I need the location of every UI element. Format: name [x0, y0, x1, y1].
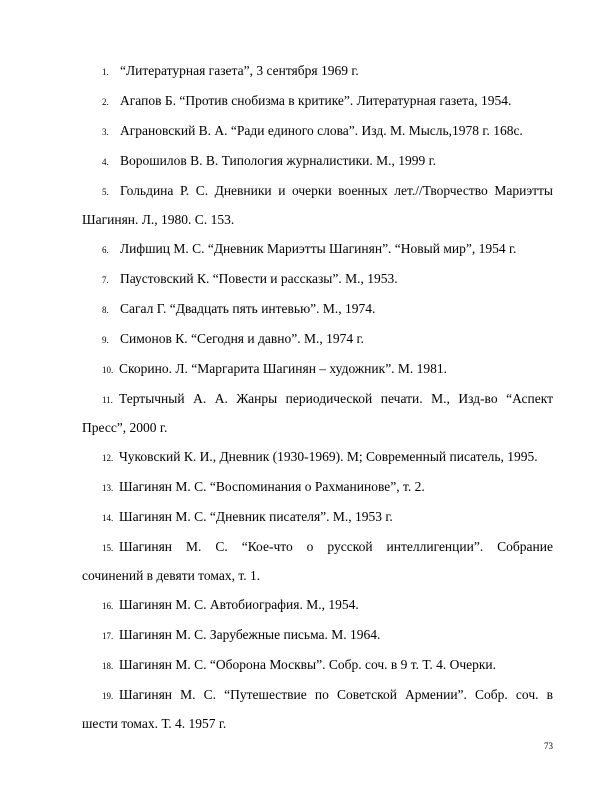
reference-text: Шагинян М. С. “Воспоминания о Рахманинове”, т. 2. — [119, 479, 425, 494]
reference-item — [82, 473, 553, 502]
reference-text-continued: Шагинян. Л., 1980. С. 153. — [82, 212, 235, 227]
reference-item — [82, 235, 553, 264]
reference-item — [82, 385, 553, 442]
reference-text: “Литературная газета”, 3 сентября 1969 г. — [120, 63, 359, 78]
reference-text: Скорино. Л. “Маргарита Шагинян – художник”. М. 1981. — [119, 361, 448, 376]
reference-text-continued: Пресс”, 2000 г. — [82, 420, 168, 435]
reference-number: 3. — [102, 127, 109, 137]
reference-number: 12. — [102, 453, 114, 463]
reference-item — [82, 533, 553, 590]
reference-text-continued: шести томах. Т. 4. 1957 г. — [82, 716, 227, 731]
reference-item — [82, 87, 553, 116]
reference-text: Шагинян М. С. Зарубежные письма. М. 1964. — [119, 627, 381, 642]
reference-number: 19. — [102, 691, 114, 701]
reference-item — [82, 265, 553, 294]
reference-text: Ворошилов В. В. Типология журналистики. М., 1999 г. — [120, 153, 437, 168]
reference-item — [82, 177, 553, 234]
reference-item — [82, 621, 553, 650]
page-number: 73 — [544, 741, 553, 751]
reference-text: Тертычный А. А. Жанры периодической печати. М., Изд-во “Аспект — [119, 391, 553, 406]
reference-number: 14. — [102, 513, 114, 523]
reference-number: 16. — [102, 601, 114, 611]
reference-item — [82, 443, 553, 472]
reference-text-continued: сочинений в девяти томах, т. 1. — [82, 568, 261, 583]
reference-text: Шагинян М. С. “Дневник писателя”. М., 1953 г. — [119, 509, 393, 524]
reference-item — [82, 117, 553, 146]
reference-number: 6. — [102, 245, 109, 255]
reference-text: Шагинян М. С. “Путешествие по Советской Армении”. Собр. соч. в — [119, 687, 553, 702]
reference-text: Симонов К. “Сегодня и давно”. М., 1974 г. — [120, 331, 364, 346]
reference-text: Паустовский К. “Повести и рассказы”. М., 1953. — [120, 271, 398, 286]
reference-number: 2. — [102, 97, 109, 107]
reference-number: 11. — [102, 395, 113, 405]
reference-number: 17. — [102, 631, 114, 641]
reference-item — [82, 147, 553, 176]
reference-item — [82, 355, 553, 384]
reference-number: 9. — [102, 335, 109, 345]
reference-item — [82, 651, 553, 680]
reference-item — [82, 681, 553, 738]
reference-item — [82, 503, 553, 532]
reference-item — [82, 325, 553, 354]
reference-text: Чуковский К. И., Дневник (1930-1969). М; Современный писатель, 1995. — [119, 449, 538, 464]
reference-text: Аграновский В. А. “Ради единого слова”. Изд. М. Мысль,1978 г. 168с. — [120, 123, 523, 138]
reference-number: 15. — [102, 543, 114, 553]
reference-number: 8. — [102, 305, 109, 315]
reference-text: Шагинян М. С. Автобиография. М., 1954. — [119, 597, 359, 612]
reference-text: Гольдина Р. С. Дневники и очерки военных лет.//Творчество Мариэтты — [120, 183, 553, 198]
reference-number: 1. — [102, 67, 109, 77]
reference-text: Шагинян М. С. “Оборона Москвы”. Собр. соч. в 9 т. Т. 4. Очерки. — [119, 657, 497, 672]
reference-text: Лифшиц М. С. “Дневник Мариэтты Шагинян”. “Новый мир”, 1954 г. — [120, 241, 517, 256]
reference-number: 5. — [102, 187, 109, 197]
reference-text: Агапов Б. “Против снобизма в критике”. Литературная газета, 1954. — [120, 93, 512, 108]
reference-text: Шагинян М. С. “Кое-что о русской интеллигенции”. Собрание — [119, 539, 553, 554]
reference-number: 7. — [102, 275, 109, 285]
reference-item — [82, 57, 553, 86]
reference-number: 13. — [102, 483, 114, 493]
reference-number: 18. — [102, 661, 114, 671]
reference-item — [82, 295, 553, 324]
reference-text: Сагал Г. “Двадцать пять интевью”. М., 1974. — [120, 301, 376, 316]
reference-list — [82, 57, 553, 739]
reference-number: 4. — [102, 157, 109, 167]
reference-item — [82, 591, 553, 620]
reference-number: 10. — [102, 365, 114, 375]
